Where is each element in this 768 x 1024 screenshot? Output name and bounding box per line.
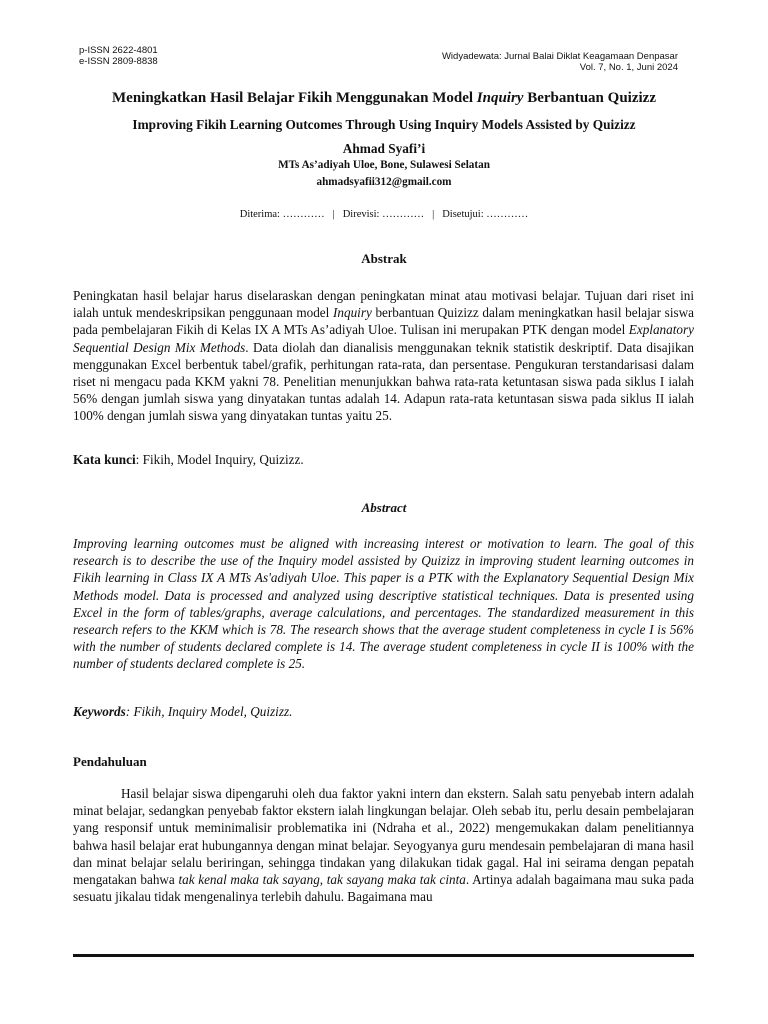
intro-text-2: . Artinya adalah bagaimana mau suka pada sesuatu jikalau tidak mengenalinya terlebih dahulu. Bagaimana mau bbox=[73, 872, 694, 905]
abstrak-text-1: Peningkatan hasil belajar harus diselaraskan dengan peningkatan minat atau motivasi belajar. Tujuan dari riset ini ialah untuk mendeskripsikan penggunaan model bbox=[73, 288, 694, 321]
abstrak-text-2: berbantuan Quizizz dalam meningkatkan hasil belajar siswa pada pembelajaran Fikih di Kelas IX A MTs As’adiyah Uloe. Tulisan ini merupakan PTK dengan model bbox=[73, 305, 694, 338]
journal-name: Widyadewata: Jurnal Balai Diklat Keagamaan Denpasar bbox=[441, 51, 678, 62]
date-received: Diterima: ………… bbox=[239, 209, 325, 220]
date-separator: | bbox=[432, 209, 435, 220]
intro-italic-1: tak kenal maka tak sayang, tak sayang maka tak cinta bbox=[178, 872, 466, 888]
eissn: e-ISSN 2809-8838 bbox=[79, 56, 158, 67]
date-approved: Disetujui: ………… bbox=[442, 209, 529, 220]
title-part1: Meningkatkan Hasil Belajar Fikih Menggunakan Model bbox=[112, 90, 477, 106]
submission-dates bbox=[60, 209, 708, 220]
journal-volume: Vol. 7, No. 1, Juni 2024 bbox=[579, 62, 678, 73]
section-heading-pendahuluan: Pendahuluan bbox=[73, 754, 147, 769]
date-separator: | bbox=[332, 209, 335, 220]
intro-text-1: Hasil belajar siswa dipengaruhi oleh dua faktor yakni intern dan ekstern. Salah satu penyebab intern adalah minat belajar, sedangkan penyebab faktor ekstern ialah lingkungan belajar. Oleh sebab itu, perlu desain pembelajaran yang responsif untuk meminimalisir problematika ini (Ndraha et al., 2022) mengemukakan dalam penelitiannya bahwa hasil belajar erat hubungannya dengan minat belajar. Seyogyanya guru mendesain pembelajaran di mana hasil dan minat belajar selalu beriringan, sehingga tindakan yang dilakukan tidak gagal. Hal ini seirama dengan pepatah mengatakan bahwa bbox=[73, 786, 694, 888]
abstrak-heading: Abstrak bbox=[361, 251, 407, 266]
title-part2: Berbantuan Quizizz bbox=[523, 90, 656, 106]
kata-kunci-text: : Fikih, Model Inquiry, Quizizz. bbox=[135, 452, 304, 467]
keywords bbox=[73, 703, 694, 720]
kata-kunci-label: Kata kunci bbox=[73, 452, 136, 467]
author-affiliation: MTs As’adiyah Uloe, Bone, Sulawesi Selatan bbox=[278, 159, 490, 171]
keywords-label: Keywords bbox=[73, 704, 126, 719]
abstract-heading: Abstract bbox=[361, 500, 407, 515]
issn-block bbox=[79, 45, 158, 67]
author-name: Ahmad Syafi’i bbox=[342, 141, 426, 156]
journal-block bbox=[442, 51, 678, 73]
date-revised: Direvisi: ………… bbox=[342, 209, 425, 220]
keywords-text: : Fikih, Inquiry Model, Quizizz. bbox=[125, 704, 293, 719]
abstrak-italic-1: Inquiry bbox=[332, 305, 372, 321]
pissn: p-ISSN 2622-4801 bbox=[79, 45, 158, 56]
abstract-text: Improving learning outcomes must be aligned with increasing interest or motivation to learn. The goal of this research is to describe the use of the Inquiry model assisted by Quizizz in improving student learning outcomes in Fikih learning in Class IX A MTs As'adiyah Uloe. This paper is a PTK with the Explanatory Sequential Design Mix Methods model. Data is processed and analyzed using descriptive statistical techniques. Data is presented using Excel in the form of tables/graphs, average calculations, and percentages. The standardized measurement in this research refers to the KKM which is 78. The research shows that the average student completeness in cycle I is 56% with the number of students declared complete is 14. The average student completeness in cycle II is 100% with the number of students declared complete is 25. bbox=[73, 536, 694, 672]
kata-kunci bbox=[73, 451, 694, 468]
footer-rule bbox=[73, 954, 694, 957]
abstrak-text-3: . Data diolah dan dianalisis menggunakan teknik statistik deskriptif. Data disajikan menggunakan Excel berbentuk tabel/grafik, perhitungan rata-rata, dan persentase. Pengukuran terstandarisasi dalam riset ni mengacu pada KKM yakni 78. Penelitian menunjukkan bahwa rata-rata ketuntasan siswa pada siklus I ialah 56% dengan jumlah siswa yang dinyatakan tuntas adalah 14. Adapun rata-rata ketuntasan siswa pada siklus II ialah 100% dengan jumlah siswa yang dinyatakan tuntas yaitu 25. bbox=[73, 339, 694, 424]
abstrak-italic-2: Explanatory Sequential Design Mix Methods bbox=[73, 322, 694, 355]
title-italic: Inquiry bbox=[476, 90, 524, 106]
paper-subtitle: Improving Fikih Learning Outcomes Through Using Inquiry Models Assisted by Quizizz bbox=[132, 117, 636, 132]
paper-title bbox=[60, 90, 708, 107]
author-email: ahmadsyafii312@gmail.com bbox=[316, 176, 452, 188]
intro-paragraph bbox=[73, 785, 694, 905]
abstrak-text bbox=[73, 287, 694, 425]
